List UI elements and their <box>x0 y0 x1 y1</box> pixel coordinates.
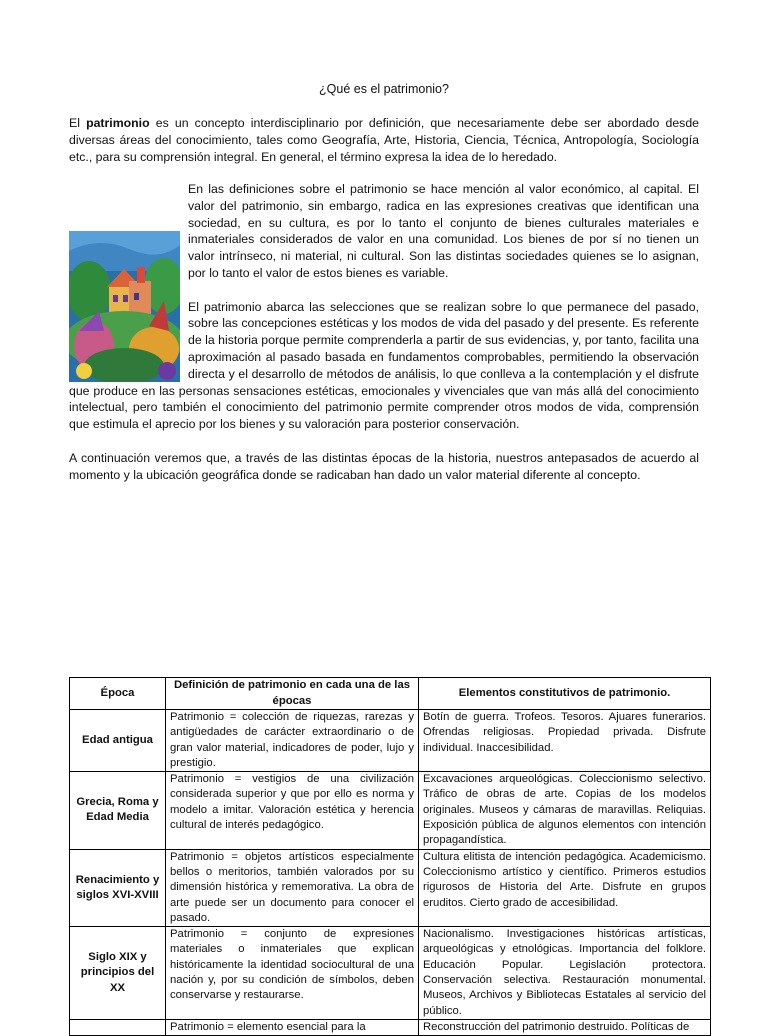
definicion-cell: Patrimonio = conjunto de expresiones materiales o inmateriales que explican históricamente la identidad sociocultural de una nación y, por su condición de símbolos, deben conservarse y restaurarse. <box>166 927 419 1020</box>
header-definicion: Definición de patrimonio en cada una de las épocas <box>166 678 419 710</box>
bold-term: patrimonio <box>86 116 150 130</box>
definicion-cell: Patrimonio = colección de riquezas, rarezas y antigüedades de carácter extraordinario o de gran valor material, indicadores de poder, lujo y prestigio. <box>166 710 419 772</box>
paragraph-transition: A continuación veremos que, a través de las distintas épocas de la historia, nuestros antepasados de acuerdo al momento y la ubicación geográfica donde se radicaban han dado un valor material diferente al concepto. <box>69 450 699 482</box>
header-elementos: Elementos constitutivos de patrimonio. <box>419 678 711 710</box>
table-row <box>70 710 711 772</box>
elementos-cell: Reconstrucción del patrimonio destruido. Políticas de <box>419 1019 711 1035</box>
paragraph-scope: El patrimonio abarca las selecciones que se realizan sobre lo que permanece del pasado, sobre las concepciones estéticas y los modos de vida del pasado y del presente. Es referente de la historia porque permite comprenderla a partir de sus evidencias, y, por tanto, facilita una aproximación al pasado basada en fundamentos comprobables, permitiendo la observación directa y el desarrollo de métodos de análisis, lo que conlleva a la contemplación y el disfrute que produce en las personas sensaciones estéticas, emocionales y vivenciales que van más allá del conocimiento intelectual, pero también el conocimiento del patrimonio permite comprender otros modos de vida, comprensión que estimula el aprecio por los bienes y su valoración para posterior conservación. <box>69 299 699 432</box>
table-row <box>70 927 711 1020</box>
definicion-cell: Patrimonio = objetos artísticos especialmente bellos o meritorios, también valorados por su dimensión histórica y rememorativa. La obra de arte puede ser un documento para conocer el pasado. <box>166 849 419 926</box>
table-row <box>70 1019 711 1035</box>
page-title: ¿Qué es el patrimonio? <box>319 82 449 96</box>
elementos-cell: Excavaciones arqueológicas. Coleccionismo selectivo. Tráfico de obras de arte. Copias de los modelos originales. Museos y cámaras de maravillas. Reliquias. Exposición pública de algunos elementos con intención propagandística. <box>419 772 711 849</box>
epoca-cell: Renacimiento y siglos XVI-XVIII <box>70 849 166 926</box>
elementos-cell: Cultura elitista de intención pedagógica. Academicismo. Coleccionismo artístico y científico. Primeros estudios rigurosos de Historia del Arte. Disfrute en grupos eruditos. Cierto grado de accesibilidad. <box>419 849 711 926</box>
header-epoca: Época <box>70 678 166 710</box>
paragraph-intro: El patrimonio es un concepto interdisciplinario por definición, que necesariamente debe ser abordado desde diversas áreas del conocimiento, tales como Geografía, Arte, Historia, Ciencia, Técnica, Antropología, Sociología etc., para su comprensión integral. En general, el término expresa la idea de lo heredado. <box>69 116 699 164</box>
table-row <box>70 772 711 849</box>
epoca-cell: Grecia, Roma y Edad Media <box>70 772 166 849</box>
epoca-cell: Siglo XIX y principios del XX <box>70 927 166 1020</box>
patrimony-table <box>69 677 711 1036</box>
definicion-cell: Patrimonio = vestigios de una civilización considerada superior y que por ello es norma y modelo a imitar. Valoración estética y herencia cultural de interés pedagógico. <box>166 772 419 849</box>
elementos-cell: Botín de guerra. Trofeos. Tesoros. Ajuares funerarios. Ofrendas religiosas. Propiedad privada. Disfrute individual. Inaccesibilidad. <box>419 710 711 772</box>
table-row <box>70 849 711 926</box>
epoca-cell: Edad antigua <box>70 710 166 772</box>
paragraph-value-text: En las definiciones sobre el patrimonio se hace mención al valor económico, al capital. El valor del patrimonio, sin embargo, radica en las expresiones creativas que identifican una sociedad, en su cultura, es por lo tanto el conjunto de bienes culturales materiales e inmateriales considerados de valor en una comunidad. Los bienes de por sí no tienen un valor intrínseco, ni material, ni cultural. Son las distintas sociedades quienes se lo asignan, por lo tanto el valor de estos bienes es variable. <box>188 182 699 280</box>
epoca-cell <box>70 1019 166 1035</box>
definicion-cell: Patrimonio = elemento esencial para la <box>166 1019 419 1035</box>
painting-image <box>69 231 180 382</box>
elementos-cell: Nacionalismo. Investigaciones históricas artísticas, arqueológicas y etnológicas. Importancia del folklore. Educación Popular. Legislación protectora. Conservación selectiva. Restauración monumental. Museos, Archivos y Bibliotecas Estatales al servicio del público. <box>419 927 711 1020</box>
